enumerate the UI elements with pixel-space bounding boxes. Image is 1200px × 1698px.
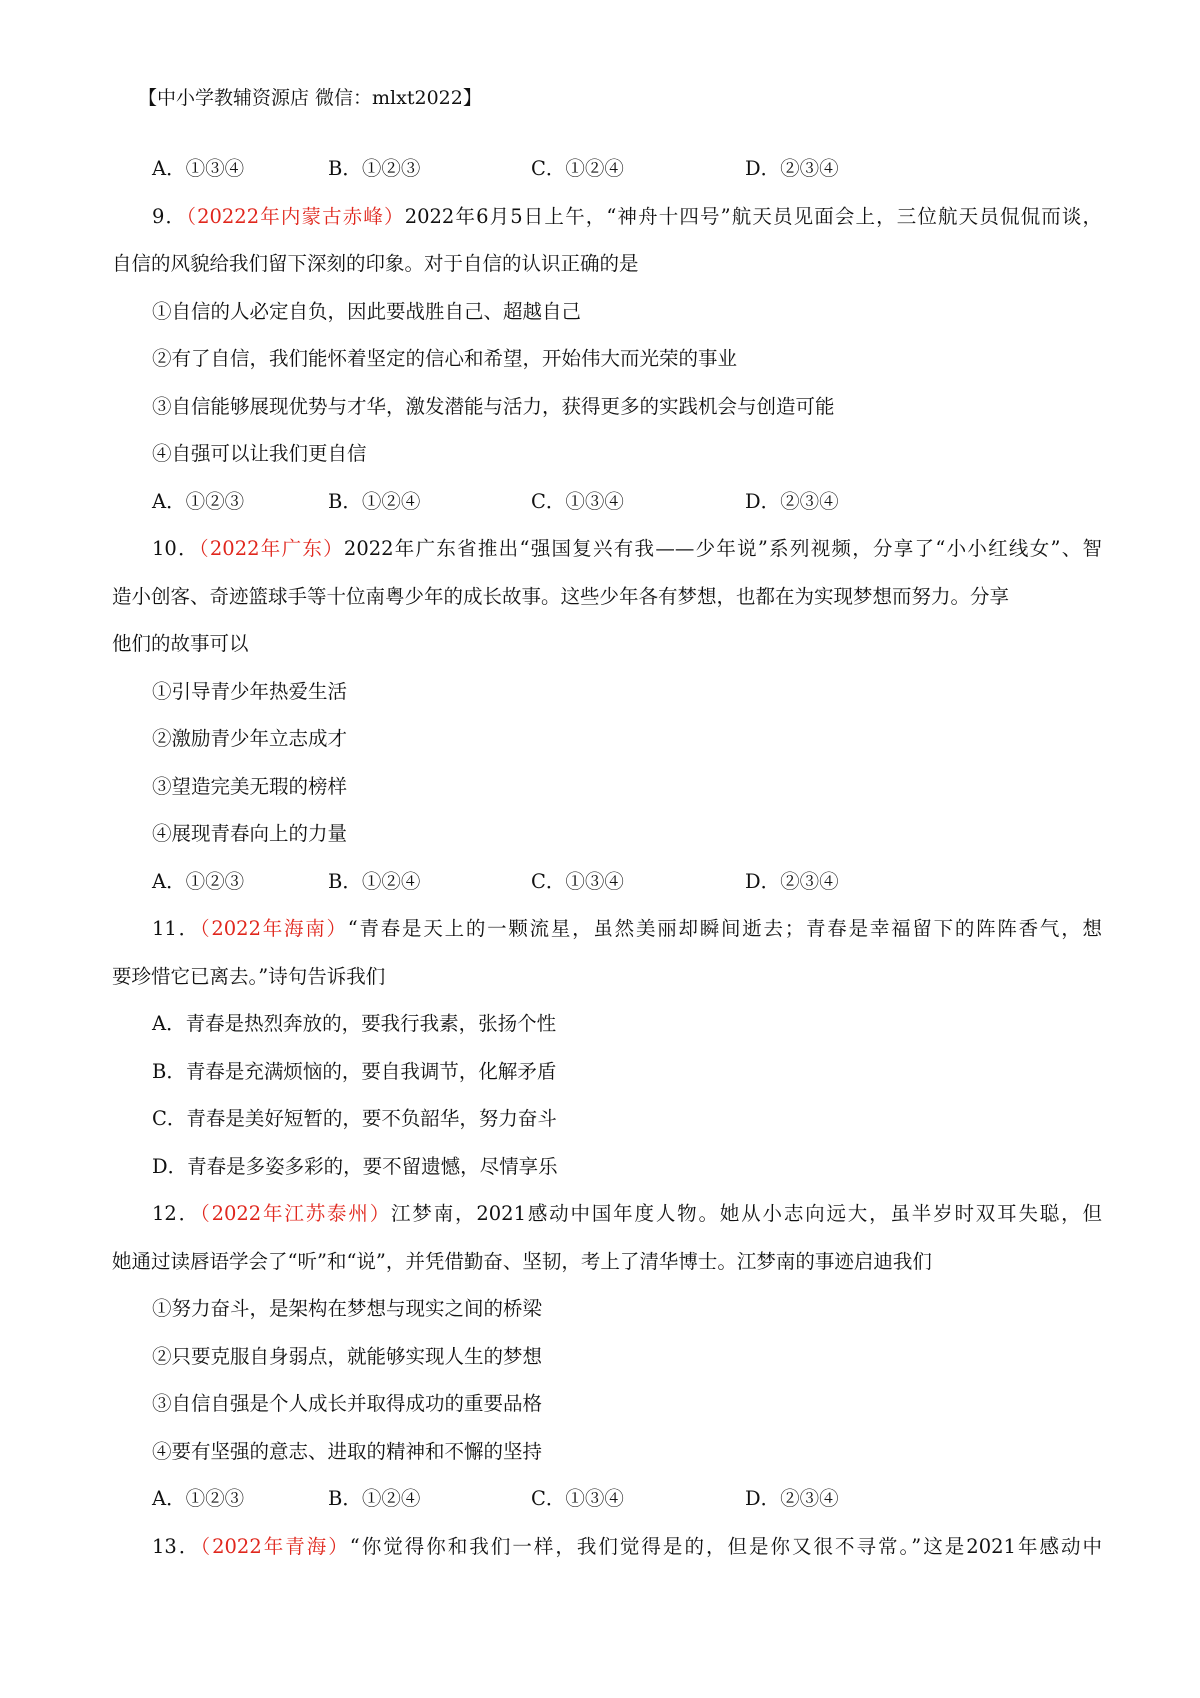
q11-stem-text-1: “青春是天上的一颗流星，虽然美丽却瞬间逝去；青春是幸福留下的阵阵香气，想: [347, 917, 1102, 940]
q11-option-d: D．青春是多姿多彩的，要不留遗憾，尽情享乐: [152, 1154, 558, 1178]
q8-choice-a: A．①③④: [152, 157, 245, 180]
q12-source: （2022年江苏泰州）: [199, 1202, 392, 1225]
q11-option-a: A．青春是热烈奔放的，要我行我素，张扬个性: [152, 1012, 557, 1035]
q10-stem-text-1: 2022年广东省推出“强国复兴有我——少年说”系列视频，分享了“小小红线女”、智: [343, 537, 1102, 560]
q12-stem-line-1: [112, 1190, 1102, 1238]
q9-statement-4: ④自强可以让我们更自信: [152, 442, 367, 465]
q8-choices: [112, 145, 1102, 193]
page-header-watermark: 【中小学教辅资源店 微信：mlxt2022】: [138, 87, 482, 109]
q11-number: 11．: [152, 917, 200, 940]
q11-stem-line-1: [112, 905, 1102, 953]
q12-statement-2: ②只要克服自身弱点，就能够实现人生的梦想: [152, 1344, 543, 1368]
q8-choice-b: B．①②③: [328, 157, 421, 180]
q10-number: 10．: [152, 537, 199, 560]
q9-number: 9．: [152, 204, 187, 228]
q13-number: 13．: [152, 1534, 201, 1558]
q9-stem-line-2: 自信的风貌给我们留下深刻的印象。对于自信的认识正确的是: [112, 252, 639, 275]
q11-stem-line-2: 要珍惜它已离去。”诗句告诉我们: [112, 964, 386, 988]
q9-statement-3: ③自信能够展现优势与才华，激发潜能与活力，获得更多的实践机会与创造可能: [152, 394, 835, 418]
q9-stem-line-1: [112, 193, 1102, 241]
q9-choices: [112, 478, 1102, 526]
q12-choice-a: A．①②③: [152, 1487, 245, 1510]
q12-choice-b: B．①②④: [328, 1487, 421, 1510]
q13-stem-text-1: “你觉得你和我们一样，我们觉得是的，但是你又很不寻常。”这是2021年感动中: [349, 1534, 1102, 1558]
q9-choice-d: D．②③④: [745, 489, 839, 513]
q10-stem-line-1: [112, 525, 1102, 573]
q12-statement-1: ①努力奋斗，是架构在梦想与现实之间的桥梁: [152, 1297, 543, 1320]
q12-statement-4: ④要有坚强的意志、进取的精神和不懈的坚持: [152, 1439, 543, 1463]
q9-choice-b: B．①②④: [328, 489, 421, 513]
q8-choice-c: C．①②④: [531, 157, 624, 180]
q12-stem-text-1: 江梦南，2021感动中国年度人物。她从小志向远大，虽半岁时双耳失聪，但: [391, 1202, 1102, 1225]
q10-choice-c: C．①③④: [531, 869, 624, 893]
q10-choices: [112, 858, 1102, 906]
q9-statement-1: ①自信的人必定自负，因此要战胜自己、超越自己: [152, 299, 582, 323]
q9-statement-2: ②有了自信，我们能怀着坚定的信心和希望，开始伟大而光荣的事业: [152, 347, 738, 370]
q13-stem-line-1: [112, 1523, 1102, 1571]
q10-stem-line-3: 他们的故事可以: [112, 632, 249, 655]
q10-choice-d: D．②③④: [745, 869, 839, 893]
q11-source: （2022年海南）: [199, 917, 348, 940]
q9-choice-a: A．①②③: [152, 489, 245, 513]
q10-stem-line-2: 造小创客、奇迹篮球手等十位南粤少年的成长故事。这些少年各有梦想，也都在为实现梦想而努力。分享: [112, 584, 1010, 608]
q9-choice-c: C．①③④: [531, 489, 624, 513]
q11-option-b: B．青春是充满烦恼的，要自我调节，化解矛盾: [152, 1059, 557, 1083]
q10-statement-4: ④展现青春向上的力量: [152, 822, 348, 845]
question-list: [112, 145, 1102, 1570]
q12-statement-3: ③自信自强是个人成长并取得成功的重要品格: [152, 1392, 543, 1415]
q12-choice-c: C．①③④: [531, 1487, 624, 1510]
q12-stem-line-2: 她通过读唇语学会了“听”和“说”，并凭借勤奋、坚韧，考上了清华博士。江梦南的事迹启迪我们: [112, 1249, 932, 1273]
q10-statement-1: ①引导青少年热爱生活: [152, 679, 348, 703]
q10-statement-3: ③望造完美无瑕的榜样: [152, 774, 348, 798]
q12-number: 12．: [152, 1202, 200, 1225]
q10-choice-a: A．①②③: [152, 869, 245, 893]
q11-option-c: C．青春是美好短暂的，要不负韶华，努力奋斗: [152, 1107, 557, 1130]
q12-choice-d: D．②③④: [745, 1487, 839, 1510]
q10-source: （2022年广东）: [198, 537, 344, 560]
q9-source: （20222年内蒙古赤峰）: [186, 204, 405, 228]
q12-choices: [112, 1475, 1102, 1523]
q10-choice-b: B．①②④: [328, 869, 421, 893]
q13-source: （2022年青海）: [200, 1534, 350, 1558]
q9-stem-text-1: 2022年6月5日上午，“神舟十四号”航天员见面会上，三位航天员侃侃而谈，: [404, 204, 1102, 228]
q10-statement-2: ②激励青少年立志成才: [152, 727, 348, 750]
q8-choice-d: D．②③④: [745, 157, 839, 180]
